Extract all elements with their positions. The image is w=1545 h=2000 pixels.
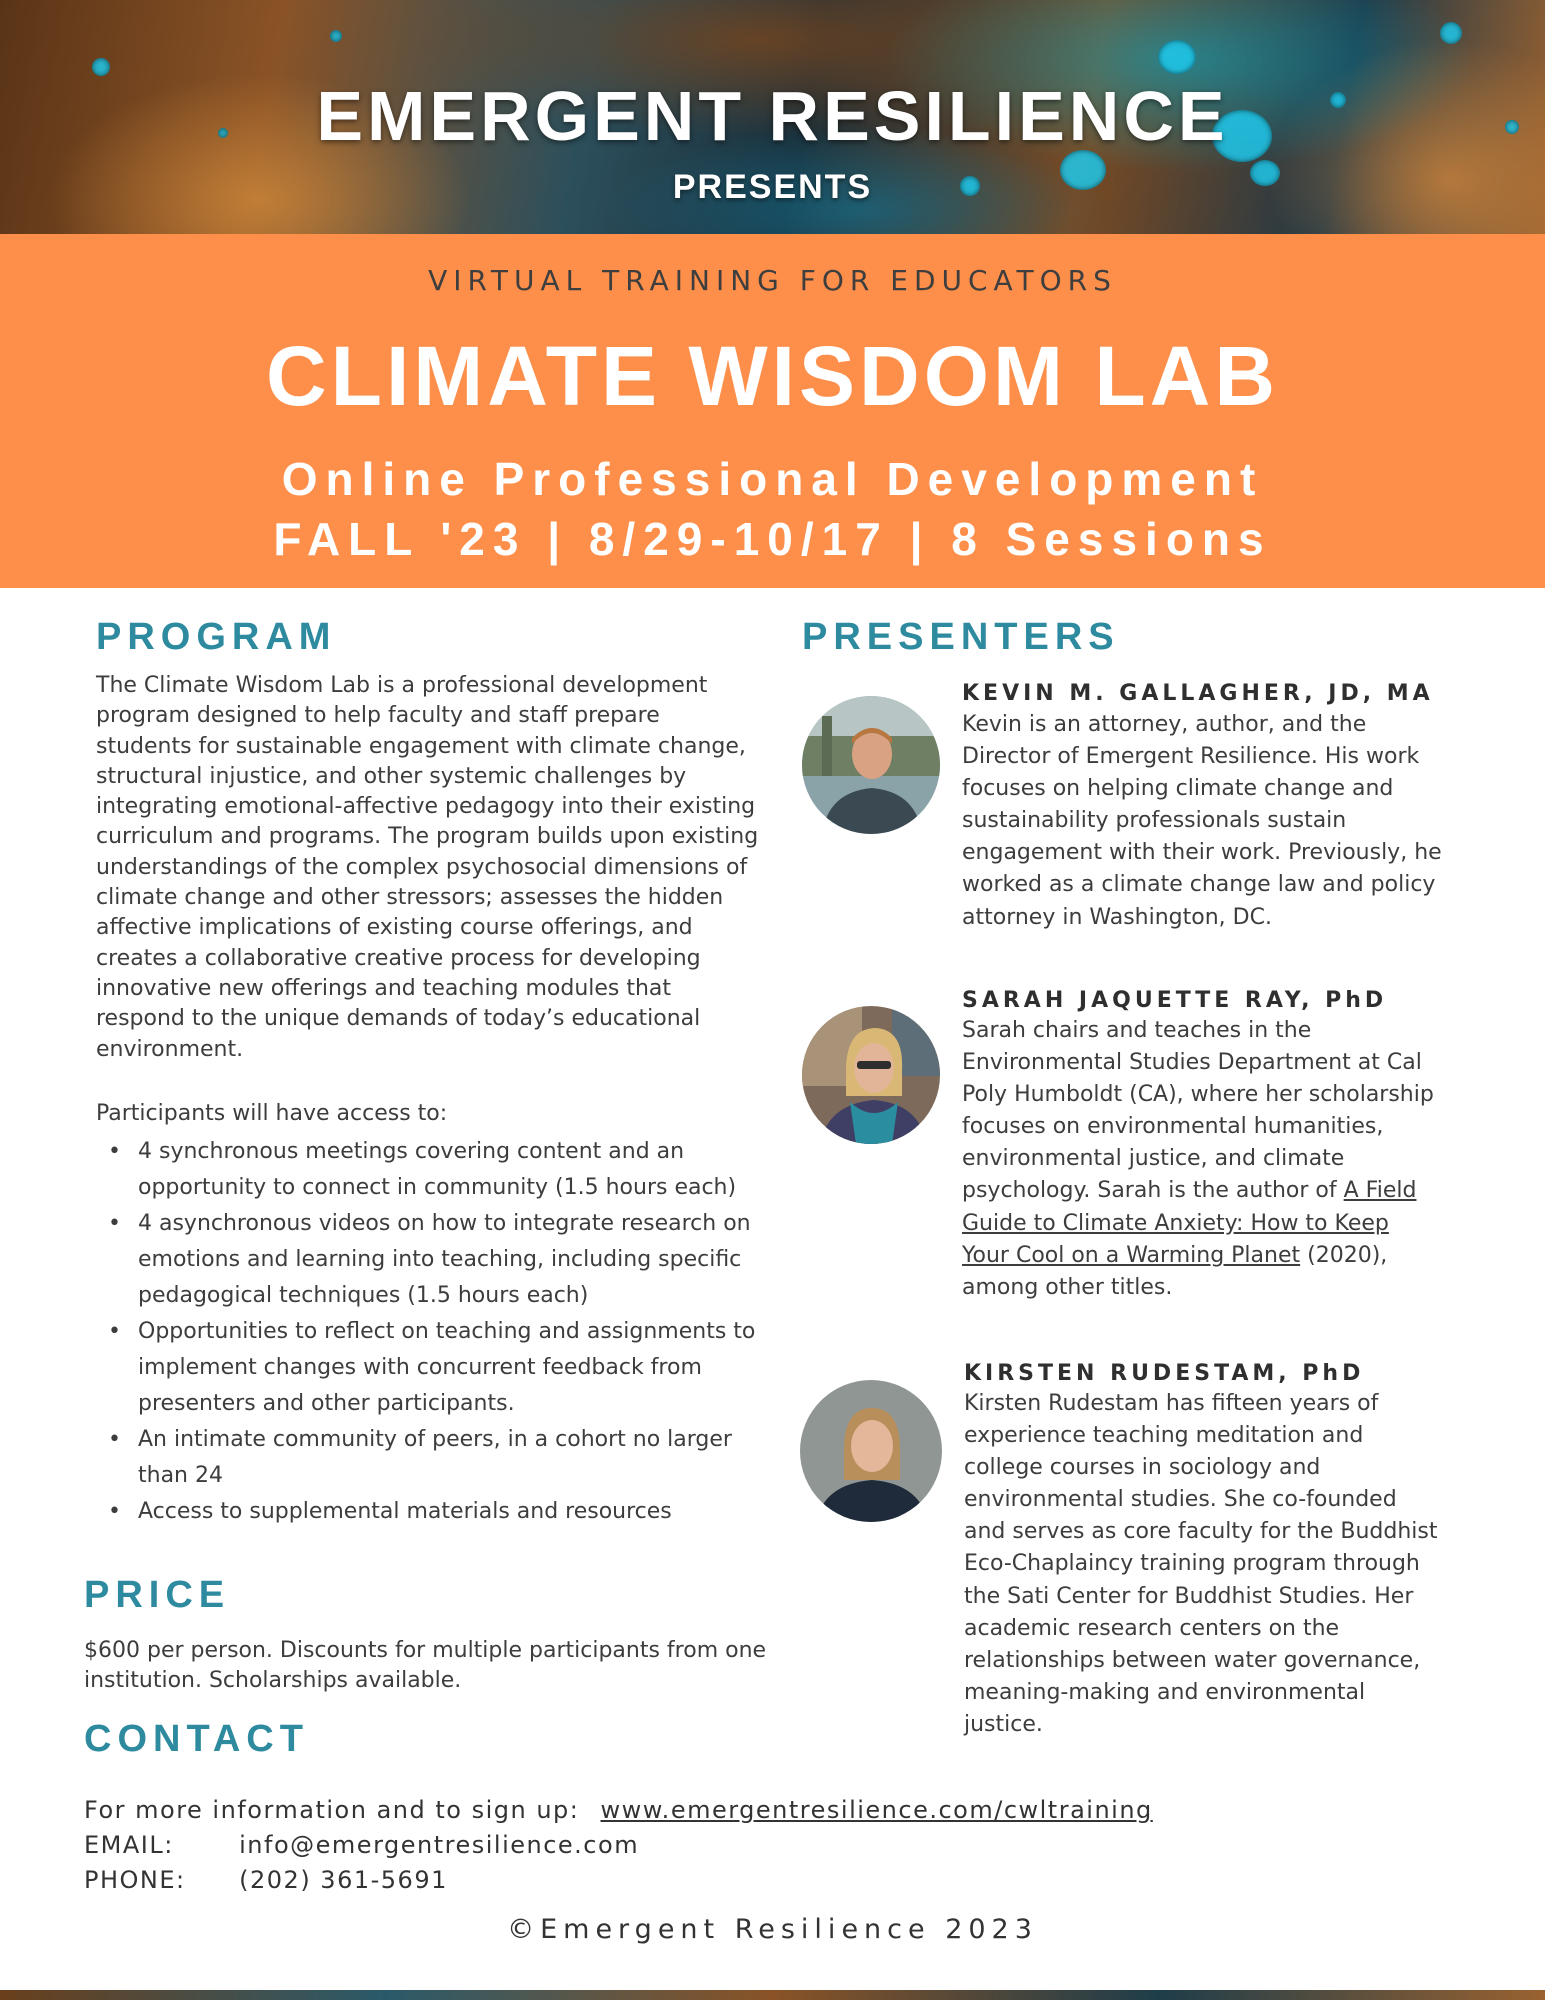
training-kicker: VIRTUAL TRAINING FOR EDUCATORS [428,264,1117,297]
avatar-sarah-jaquette-ray [802,1006,940,1144]
email-label: EMAIL: [84,1831,174,1859]
presenter-bio: Kirsten Rudestam has fifteen years of experience teaching meditation and college courses in sociology and environmental studies. She co-founded and serves as core faculty for the Buddhist Eco-Chaplaincy training program through the Sati Center for Buddhist Studies. Her academic research centers on the relationships between water governance, meaning-making and environmental justice. [964,1391,1438,1737]
signup-line [84,1793,1384,1827]
email-line [84,1828,1084,1862]
bubble-decoration [92,58,110,76]
contact-heading: CONTACT [84,1718,309,1760]
copyright: ©Emergent Resilience 2023 [507,1914,1038,1945]
presenters-heading: PRESENTERS [802,616,1120,658]
bio-text: Sarah chairs and teaches in the Environmental Studies Department at Cal Poly Humboldt (CA), where her scholarship focuses on environmental humanities, environmental justice, and climate psychology. Sarah is the author of [962,1018,1434,1204]
hero-banner-image [0,0,1545,234]
portrait-photo [802,696,940,834]
portrait-photo [802,1006,940,1144]
program-heading: PROGRAM [96,616,337,658]
list-item: • An intimate community of peers, in a cohort no larger than 24 [96,1422,768,1494]
presents-label: PRESENTS [672,168,873,206]
price-text: $600 per person. Discounts for multiple participants from one institution. Scholarships available. [84,1638,767,1694]
list-item: • 4 synchronous meetings covering content and an opportunity to connect in community (1.5 hours each) [96,1134,768,1206]
avatar-kevin-gallagher [802,696,940,834]
presenter-bio: Kevin is an attorney, author, and the Director of Emergent Resilience. His work focuses on helping climate change and sustainability professionals sustain engagement with their work. Previously, he worked as a climate change law and policy attorney in Washington, DC. [962,712,1442,930]
bottom-decorative-strip [0,1990,1545,2000]
presenter-name: KEVIN M. GALLAGHER, JD, MA [962,681,1434,706]
bio-text: (2020), among other titles. [962,1242,1388,1300]
bubble-decoration [1440,22,1462,44]
portrait-photo [800,1380,942,1522]
program-dates: FALL '23 | 8/29-10/17 | 8 Sessions [273,513,1272,565]
book-title-link[interactable]: A Field Guide to Climate Anxiety: How to Keep Your Cool on a Warming Planet [962,1178,1417,1268]
presenter-name: SARAH JAQUETTE RAY, PhD [962,988,1388,1013]
list-item: • Access to supplemental materials and resources [96,1494,768,1530]
price-heading: PRICE [84,1574,231,1616]
phone-label: PHONE: [84,1866,186,1894]
presenter-name: KIRSTEN RUDESTAM, PhD [964,1361,1365,1386]
phone-line [84,1863,1084,1897]
signup-label: For more information and to sign up: [84,1796,580,1824]
bubble-decoration [330,30,342,42]
phone-number[interactable]: (202) 361-5691 [239,1866,448,1894]
presenter-bio [962,1015,1442,1304]
bubble-decoration [1158,40,1196,74]
org-title: EMERGENT RESILIENCE [316,77,1229,155]
email-link[interactable]: info@emergentresilience.com [239,1831,640,1859]
program-subtitle: Online Professional Development [281,453,1264,505]
signup-link[interactable]: www.emergentresilience.com/cwltraining [600,1796,1153,1824]
list-item: • Opportunities to reflect on teaching and assignments to implement changes with concurrent feedback from presenters and other participants. [96,1314,768,1422]
avatar-kirsten-rudestam [800,1380,942,1522]
title-band [0,234,1545,588]
access-intro: Participants will have access to: [96,1101,448,1126]
list-item: • 4 asynchronous videos on how to integrate research on emotions and learning into teaching, including specific pedagogical techniques (1.5 hours each) [96,1206,768,1314]
program-description: The Climate Wisdom Lab is a professional development program designed to help faculty and staff prepare students for sustainable engagement with climate change, structural injustice, and other systemic challenges by integrating emotional-affective pedagogy into their existing curriculum and programs. The program builds upon existing understandings of the complex psychosocial dimensions of climate change and other stressors; assesses the hidden affective implications of existing course offerings, and creates a collaborative creative process for developing innovative new offerings and teaching modules that respond to the unique demands of today’s educational environment. [96,673,759,1062]
access-list [96,1134,768,1530]
lab-title: CLIMATE WISDOM LAB [266,329,1279,423]
